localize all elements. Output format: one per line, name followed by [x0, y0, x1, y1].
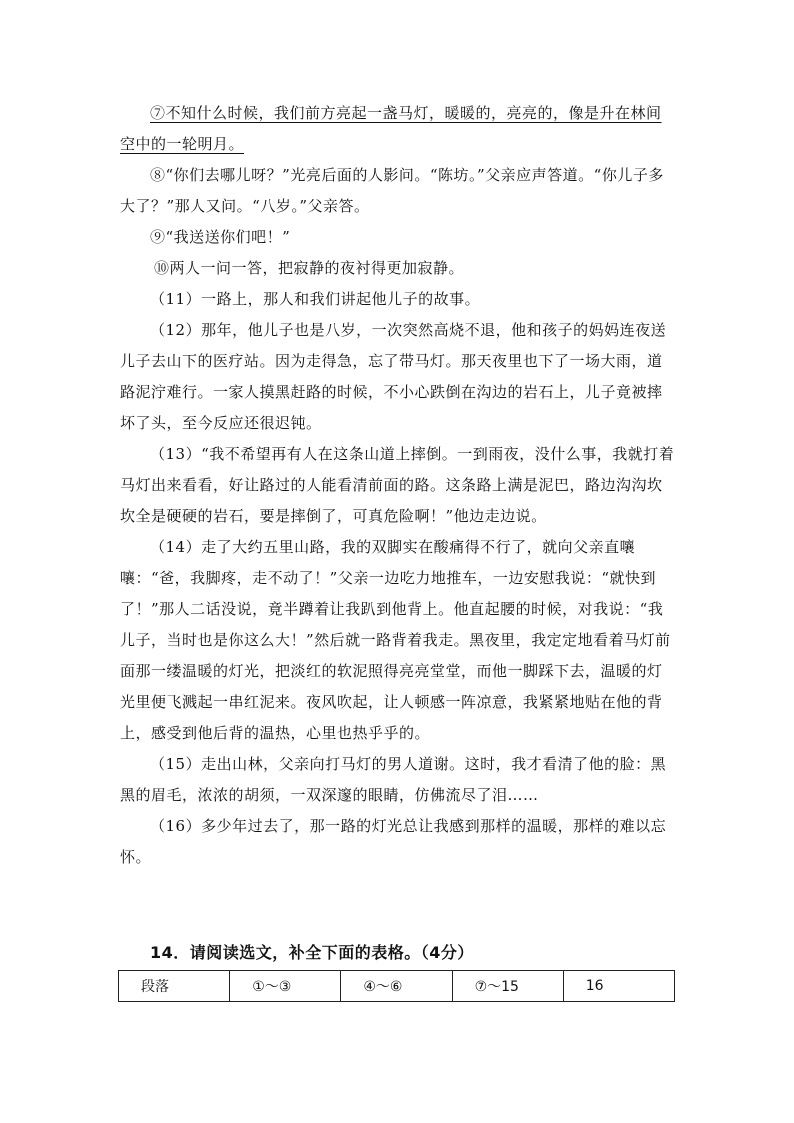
paragraph-14 — [120, 532, 676, 749]
paragraph-9-text: ⑨“我送送你们吧！” — [150, 228, 291, 246]
paragraph-8 — [120, 160, 676, 222]
paragraph-15-text: （15）走出山林，父亲向打马灯的男人道谢。这时，我才看清了他的脸：黑黑的眉毛，浓浓的胡须，一双深邃的眼睛，仿佛流尽了泪…… — [120, 755, 667, 804]
table-cell: ④～⑥ — [341, 971, 452, 1002]
paragraph-7-text: ⑦不知什么时候，我们前方亮起一盏马灯，暖暖的，亮亮的，像是升在林间空中的一轮明月。 — [120, 104, 662, 153]
paragraph-7 — [120, 98, 676, 160]
paragraph-15 — [120, 749, 676, 811]
answer-table — [118, 970, 675, 1002]
table-cell: ①～③ — [230, 971, 341, 1002]
paragraph-11 — [120, 284, 676, 315]
paragraph-16 — [120, 811, 676, 873]
table-cell-header: 段落 — [119, 971, 230, 1002]
question-title: 14．请阅读选文，补全下面的表格。（4分） — [150, 943, 474, 962]
paragraph-10 — [120, 253, 676, 284]
paragraph-13 — [120, 439, 676, 532]
paragraph-14-text: （14）走了大约五里山路，我的双脚实在酸痛得不行了，就向父亲直嚷嚷：“爸，我脚疼，走不动了！”父亲一边吃力地推车，一边安慰我说：“就快到了！”那人二话没说，竟半蹲着让我趴到他背上。他直起腰的时候，对我说：“我儿子，当时也是你这么大！”然后就一路背着我走。黑夜里，我定定地看着马灯前面那一缕温暖的灯光，把淡红的软泥照得亮亮堂堂，而他一脚踩下去，温暖的灯光里便飞溅起一串红泥来。夜风吹起，让人顿感一阵凉意，我紧紧地贴在他的背上，感受到他后背的温热，心里也热乎乎的。 — [120, 538, 671, 742]
table-row — [119, 971, 675, 1002]
table-cell: 16 — [563, 971, 674, 1002]
paragraph-16-text: （16）多少年过去了，那一路的灯光总让我感到那样的温暖，那样的难以忘怀。 — [120, 817, 667, 866]
paragraph-8-text: ⑧“你们去哪儿呀？”光亮后面的人影问。“陈坊。”父亲应声答道。“你儿子多大了？”那人又问。“八岁。”父亲答。 — [120, 166, 664, 215]
paragraph-12 — [120, 315, 676, 439]
paragraph-13-text: （13）“我不希望再有人在这条山道上摔倒。一到雨夜，没什么事，我就打着马灯出来看看，好让路过的人能看清前面的路。这条路上满是泥巴，路边沟沟坎坎全是硬硬的岩石，要是摔倒了，可真危险啊！”他边走边说。 — [120, 445, 675, 525]
paragraph-12-text: （12）那年，他儿子也是八岁，一次突然高烧不退，他和孩子的妈妈连夜送儿子去山下的医疗站。因为走得急，忘了带马灯。那天夜里也下了一场大雨，道路泥泞难行。一家人摸黑赶路的时候，不小心跌倒在沟边的岩石上，儿子竟被摔坏了头，至今反应还很迟钝。 — [120, 321, 667, 432]
paragraph-10-text: ⑩两人一问一答，把寂静的夜衬得更加寂静。 — [154, 259, 465, 277]
table-cell: ⑦～15 — [452, 971, 563, 1002]
paragraph-9 — [120, 222, 676, 253]
paragraph-11-text: （11）一路上，那人和我们讲起他儿子的故事。 — [150, 290, 481, 308]
